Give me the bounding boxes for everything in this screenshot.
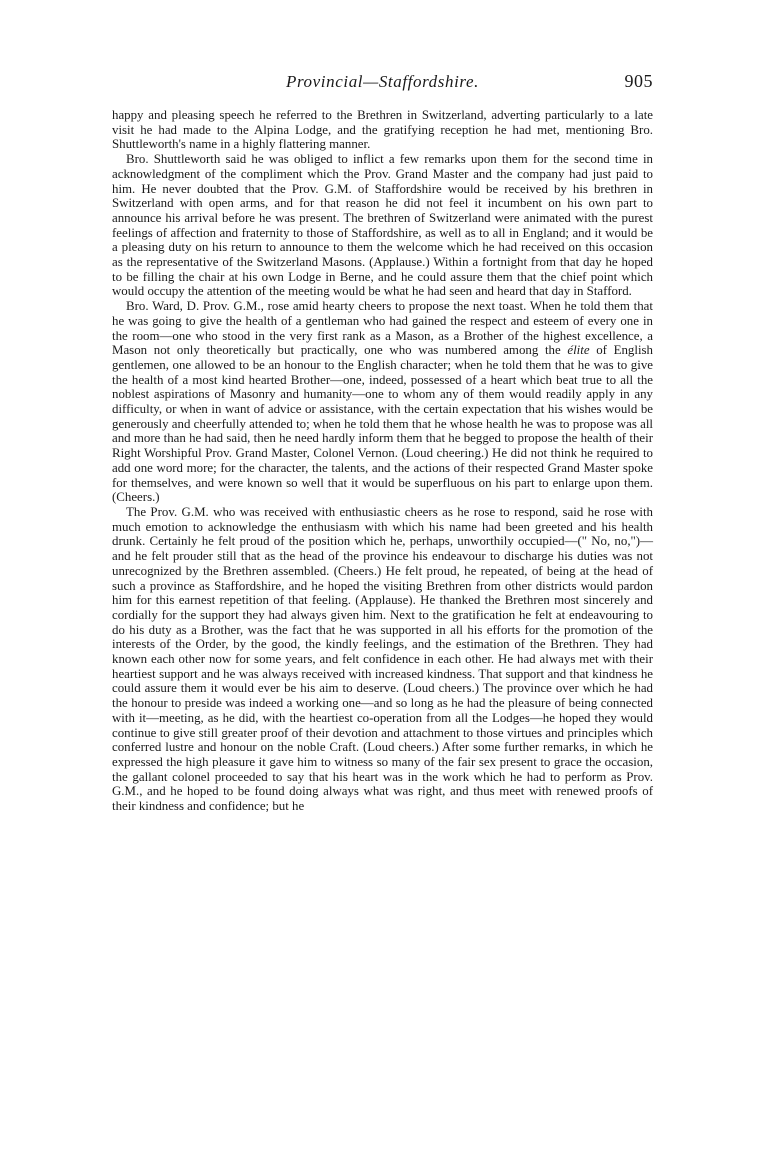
paragraph-prov-gm-response: The Prov. G.M. who was received with enthusiastic cheers as he rose to respond, said he rose with much emotion to acknowledge the enthusiasm with which his name had been greeted and his health drunk. Certainly he felt proud of the position which he, perhaps, unworthily occupied—(" No, no,")—and he felt prouder still that as the head of the province his endeavour to discharge his duties was not unrecognized by the Brethren assembled. (Cheers.) He felt proud, he repeated, of being at the head of such a province as Staffordshire, and he hoped the visiting Brethren from other districts would pardon him for this earnest repetition of that feeling. (Applause). He thanked the Brethren most sincerely and cordially for the support they had always given him. Next to the gratification he felt at endeavouring to do his duty as a Brother, was the fact that he was supported in all his efforts for the promotion of the interests of the Order, by the good, the kindly feelings, and the estimation of the Brethren. They had known each other now for some years, and felt confidence in each other. He had always met with their heartiest support and he was always received with increased kindness. That support and that kindness he could assure them it would ever be his aim to deserve. (Loud cheers.) The province over which he had the honour to preside was indeed a working one—and so long as he had the pleasure of being connected with it—meeting, as he did, with the heartiest co-operation from all the Lodges—he hoped they would continue to give still greater proof of their devotion and attachment to those virtues and principles which conferred lustre and honour on the noble Craft. (Loud cheers.) After some further remarks, in which he expressed the high pleasure it gave him to witness so many of the fair sex present to grace the occasion, the gallant colonel proceeded to say that his heart was in the work which he had to perform as Prov. G.M., and he hoped to be found doing always what was right, and thus meet with renewed proofs of their kindness and confidence; but he (112, 504, 653, 814)
article-body (112, 108, 653, 814)
ward-toast-text-end: of English gentlemen, one allowed to be an honour to the English character; when he told them that he was to give the health of a most kind hearted Brother—one, indeed, possessed of a heart which beat true to all the noblest aspirations of Masonry and humanity—one to whom any of them would readily apply in any difficulty, or when in want of advice or assistance, with the certain expectation that his wishes would be generously and cheerfully attended to; when he told them that he whose health he was to propose was all and more than he had said, then he need hardly inform them that he begged to propose the health of their Right Worshipful Prov. Grand Master, Colonel Vernon. (Loud cheering.) He did not think he required to add one word more; for the character, the talents, and the actions of their respected Grand Master spoke for themselves, and were known so well that it would be superfluous on his part to enlarge upon them. (Cheers.) (112, 343, 654, 505)
elite-italic-word: élite (567, 343, 590, 358)
paragraph-shuttleworth-reply: Bro. Shuttleworth said he was obliged to inflict a few remarks upon them for the second time in acknowledgment of the compliment which the Prov. Grand Master and the company had just paid to him. He never doubted that the Prov. G.M. of Staffordshire would be received by his brethren in Switzerland with open arms, and for that reason he did not feel it incumbent on his own part to announce his arrival before he was present. The brethren of Switzerland were animated with the purest feelings of affection and fraternity to those of Staffordshire, as well as to all in England; and it would be a pleasing duty on his return to announce to them the welcome which he had received on this occasion as the representative of the Switzerland Masons. (Applause.) Within a fortnight from that day he hoped to be filling the chair at his own Lodge in Berne, and he could assure them that the chief point which would occupy the attention of the meeting would be what he had seen and heard that day in Stafford. (112, 152, 653, 299)
paragraph-ward-toast (112, 299, 653, 505)
page-number: 905 (624, 71, 653, 91)
running-title: Provincial—Staffordshire. (285, 72, 480, 91)
ward-toast-text-start: Bro. Ward, D. Prov. G.M., rose amid hearty cheers to propose the next toast. When he told them that he was going to give the health of a gentleman who had gained the respect and esteem of every one in the room—one who stood in the very first rank as a Mason, as a Brother of the highest excellence, a Mason not only theoretically but practically, one who was numbered among the (112, 299, 653, 358)
paragraph-speech-continuation: happy and pleasing speech he referred to the Brethren in Switzerland, adverting particularly to a late visit he had made to the Alpina Lodge, and the gratifying reception he had met, mentioning Bro. Shuttleworth's name in a highly flattering manner. (112, 108, 653, 152)
page (112, 72, 653, 814)
running-head (112, 72, 653, 98)
